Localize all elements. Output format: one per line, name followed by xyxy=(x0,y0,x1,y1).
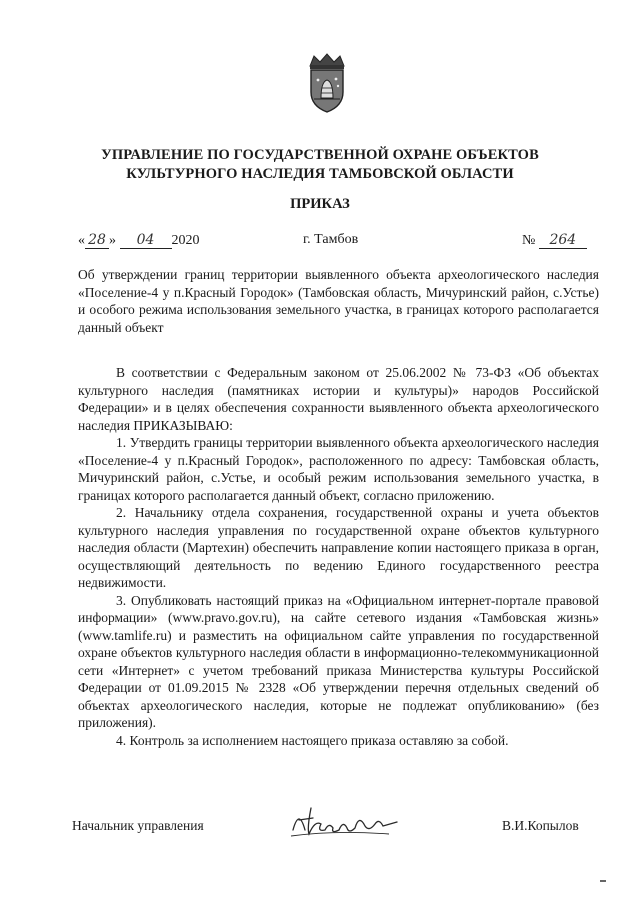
preamble-paragraph: В соответствии с Федеральным законом от 25.06.2002 № 73-ФЗ «Об объектах культурного наследия (памятниках истории и культуры)» народов Российской Федерации» и в целях обеспечения сохранности выявленного объекта археологического наследия ПРИКАЗЫВАЮ: xyxy=(78,365,599,433)
date-open-quote: « xyxy=(78,233,85,248)
document-date xyxy=(78,232,200,249)
order-item-1: 1. Утвердить границы территории выявленного объекта археологического наследия «Поселение-4 у п.Красный Городок», расположенного по адресу: Тамбовская область, Мичуринский район, с.Устье, и особый режим использования земельного участка, в границах которого располагается данный объект, согласно приложению. xyxy=(78,435,599,503)
order-item-4: 4. Контроль за исполнением настоящего приказа оставляю за собой. xyxy=(116,732,509,748)
document-subject: Об утверждении границ территории выявленного объекта археологического наследия «Поселение-4 у п.Красный Городок» (Тамбовская область, Мичуринский район, с.Устье) и особого режима использования земельного участка, в границах которого располагается данный объект xyxy=(78,267,599,335)
document-type: ПРИКАЗ xyxy=(290,196,350,212)
document-city: г. Тамбов xyxy=(303,232,359,247)
signatory-position: Начальник управления xyxy=(72,818,204,833)
date-year: 2020 xyxy=(171,233,200,248)
handwritten-signature xyxy=(285,800,415,842)
org-line-2: КУЛЬТУРНОГО НАСЛЕДИЯ ТАМБОВСКОЙ ОБЛАСТИ xyxy=(126,166,514,182)
date-day: 28 xyxy=(85,232,109,249)
number-value: 264 xyxy=(539,232,587,249)
tambov-coat-of-arms-icon xyxy=(300,52,354,114)
date-month: 04 xyxy=(120,232,172,249)
org-line-1: УПРАВЛЕНИЕ ПО ГОСУДАРСТВЕННОЙ ОХРАНЕ ОБЪЕКТОВ xyxy=(101,147,539,163)
document-number xyxy=(522,232,587,249)
order-item-2: 2. Начальнику отдела сохранения, государственной охраны и учета объектов культурного наследия управления по государственной охране объектов культурного наследия области (Мартехин) обеспечить направление копии настоящего приказа в орган, осуществляющий деятельность по ведению Единого государственного реестра недвижимости. xyxy=(78,505,599,590)
signatory-name: В.И.Копылов xyxy=(502,818,579,833)
date-close-quote: » xyxy=(109,233,116,248)
order-item-3: 3. Опубликовать настоящий приказ на «Официальном интернет-портале правовой информации» (www.pravo.gov.ru), на сайте сетевого издания «Тамбовская жизнь» (www.tamlife.ru) и разместить на официальном сайте управления по государственной охране объектов культурного наследия области в информационно-телекоммуникационной сети «Интернет» с учетом требований приказа Министерства культуры Российской Федерации от 01.09.2015 № 2328 «Об утверждении перечня отдельных сведений об объектах археологического наследия, которые не подлежат опубликованию» (без приложения). xyxy=(78,592,599,730)
scan-mark xyxy=(600,880,606,883)
number-prefix: № xyxy=(522,233,536,248)
document-body xyxy=(78,364,599,749)
organization-name xyxy=(70,146,570,184)
